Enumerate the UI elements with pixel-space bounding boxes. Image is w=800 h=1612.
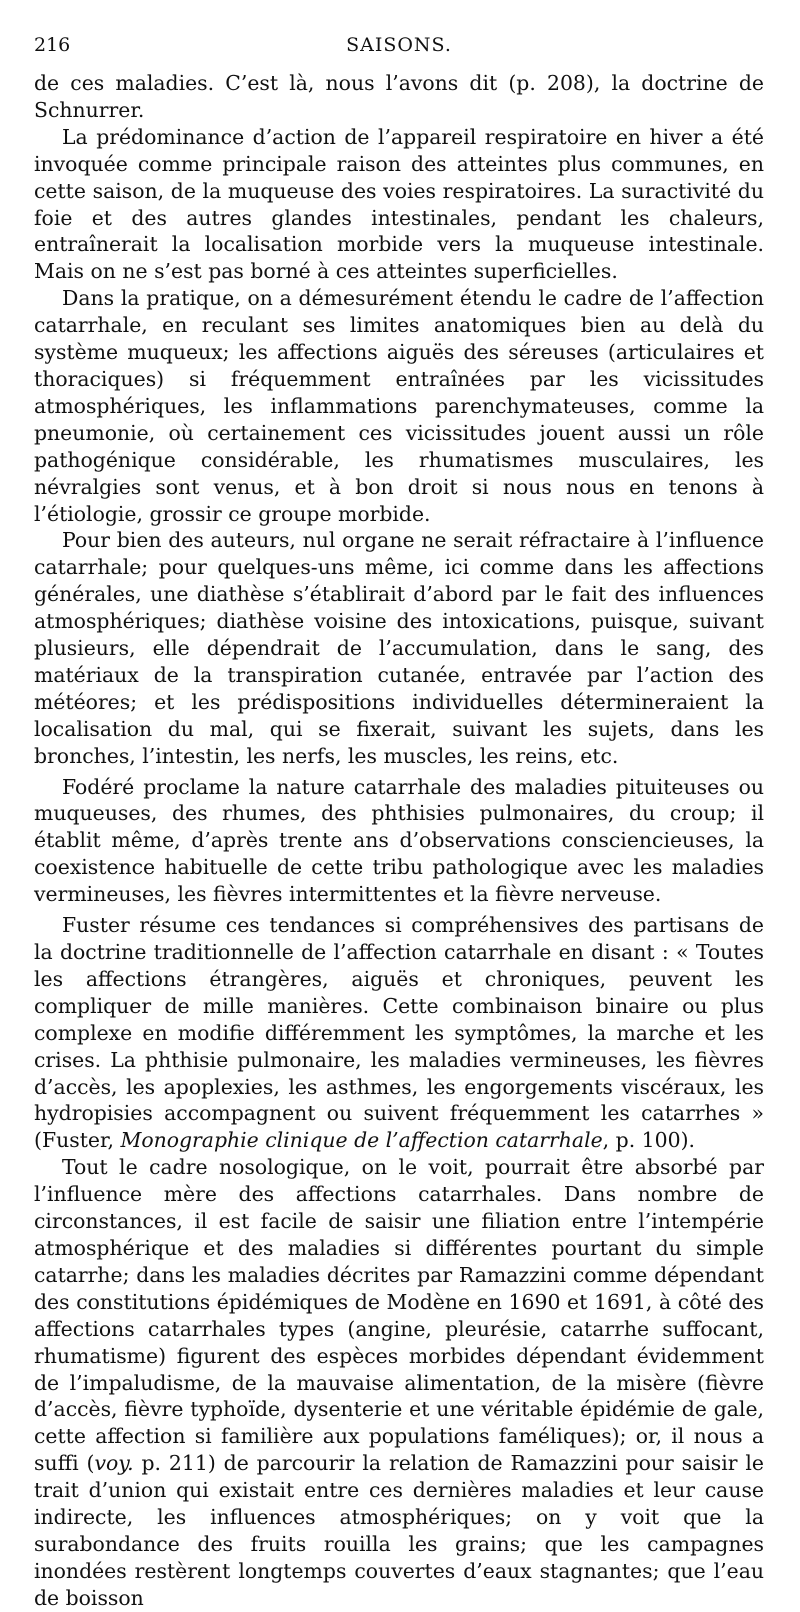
paragraph [34, 70, 764, 124]
paragraph [34, 1154, 764, 1611]
body-text [34, 70, 764, 1612]
text-run: La prédominance d’action de l’appareil respiratoire en hiver a été invoquée comme principale raison des atteintes plus communes, en cette saison, de la muqueuse des voies respiratoires. La suractivité du foie et des autres glandes intestinales, pendant les chaleurs, entraînerait la localisation morbide vers la muqueuse intestinale. Mais on ne s’est pas borné à ces atteintes superficielles. [34, 124, 764, 284]
text-run: Dans la pratique, on a démesurément étendu le cadre de l’affection catarrhale, en reculant ses limites anatomiques bien au delà du système muqueux; les affections aiguës des séreuses (articulaires et thoraciques) si fréquemment entraînées par les vicissitudes atmosphériques, les inflammations parenchymateuses, comme la pneumonie, où certainement ces vicissitudes jouent aussi un rôle pathogénique considérable, les rhumatismes musculaires, les névralgies sont venus, et à bon droit si nous nous en tenons à l’étiologie, grossir ce groupe morbide. [34, 286, 764, 526]
text-run: p. 211) de parcourir la relation de Ramazzini pour saisir le trait d’union qui existait entre ces dernières maladies et leur cause indirecte, les influences atmosphériques; on y voit que la surabondance des fruits rouilla les grains; que les campagnes inondées restèrent longtemps couvertes d’eaux stagnantes; que l’eau de boisson [34, 1451, 764, 1610]
paragraph [34, 285, 764, 527]
running-title: SAISONS. [346, 34, 452, 56]
paragraph [34, 912, 764, 1154]
text-run: de ces maladies. C’est là, nous l’avons dit (p. 208), la doctrine de Schnurrer. [34, 71, 764, 122]
paragraph [34, 774, 764, 909]
page-number: 216 [34, 34, 71, 56]
paragraph [34, 124, 764, 285]
text-run: Pour bien des auteurs, nul organe ne serait réfractaire à l’influence catarrhale; pour quelques-uns même, ici comme dans les affections générales, une diathèse s’établirait d’abord par le fait des influences atmosphériques; diathèse voisine des intoxications, puisque, suivant plusieurs, elle dépendrait de l’accumulation, dans le sang, des matériaux de la transpiration cutanée, entravée par l’action des météores; et les prédispositions individuelles détermineraient la localisation du mal, qui se fixerait, suivant les sujets, dans les bronches, l’intestin, les nerfs, les muscles, les reins, etc. [34, 528, 764, 768]
page-header [34, 28, 764, 58]
text-run: Tout le cadre nosologique, on le voit, pourrait être absorbé par l’influence mère des affections catarrhales. Dans nombre de circonstances, il est facile de saisir une filiation entre l’intempérie atmosphérique et des maladies si différentes pourtant du simple catarrhe; dans les maladies décrites par Ramazzini comme dépendant des constitutions épidémiques de Modène en 1690 et 1691, à côté des affections catarrhales types (angine, pleurésie, catarrhe suffocant, rhumatisme) figurent des espèces morbides dépendant évidemment de l’impaludisme, de la mauvaise alimentation, de la misère (fièvre d’accès, fièvre typhoïde, dysenterie et une véritable épidémie de gale, cette affection si familière aux populations faméliques); or, il nous a suffi ( [34, 1155, 764, 1476]
text-run: Fodéré proclame la nature catarrhale des maladies pituiteuses ou muqueuses, des rhumes, des phthisies pulmonaires, du croup; il établit même, d’après trente ans d’observations consciencieuses, la coexistence habituelle de cette tribu pathologique avec les maladies vermineuses, les fièvres intermittentes et la fièvre nerveuse. [34, 774, 764, 907]
text-run: , p. 100). [602, 1128, 696, 1153]
paragraph [34, 527, 764, 769]
italic-text: voy. [94, 1451, 134, 1476]
text-run: Fuster résume ces tendances si compréhensives des partisans de la doctrine traditionnelle de l’affection catarrhale en disant : « Toutes les affections étrangères, aiguës et chroniques, peuvent les compliquer de mille manières. Cette combinaison binaire ou plus complexe en modifie différemment les symptômes, la marche et les crises. La phthisie pulmonaire, les maladies vermineuses, les fièvres d’accès, les apoplexies, les asthmes, les engorgements viscéraux, les hydropisies accompagnent ou suivent fréquemment les catarrhes » (Fuster, [34, 913, 764, 1153]
italic-text: Monographie clinique de l’affection catarrhale [120, 1128, 603, 1153]
